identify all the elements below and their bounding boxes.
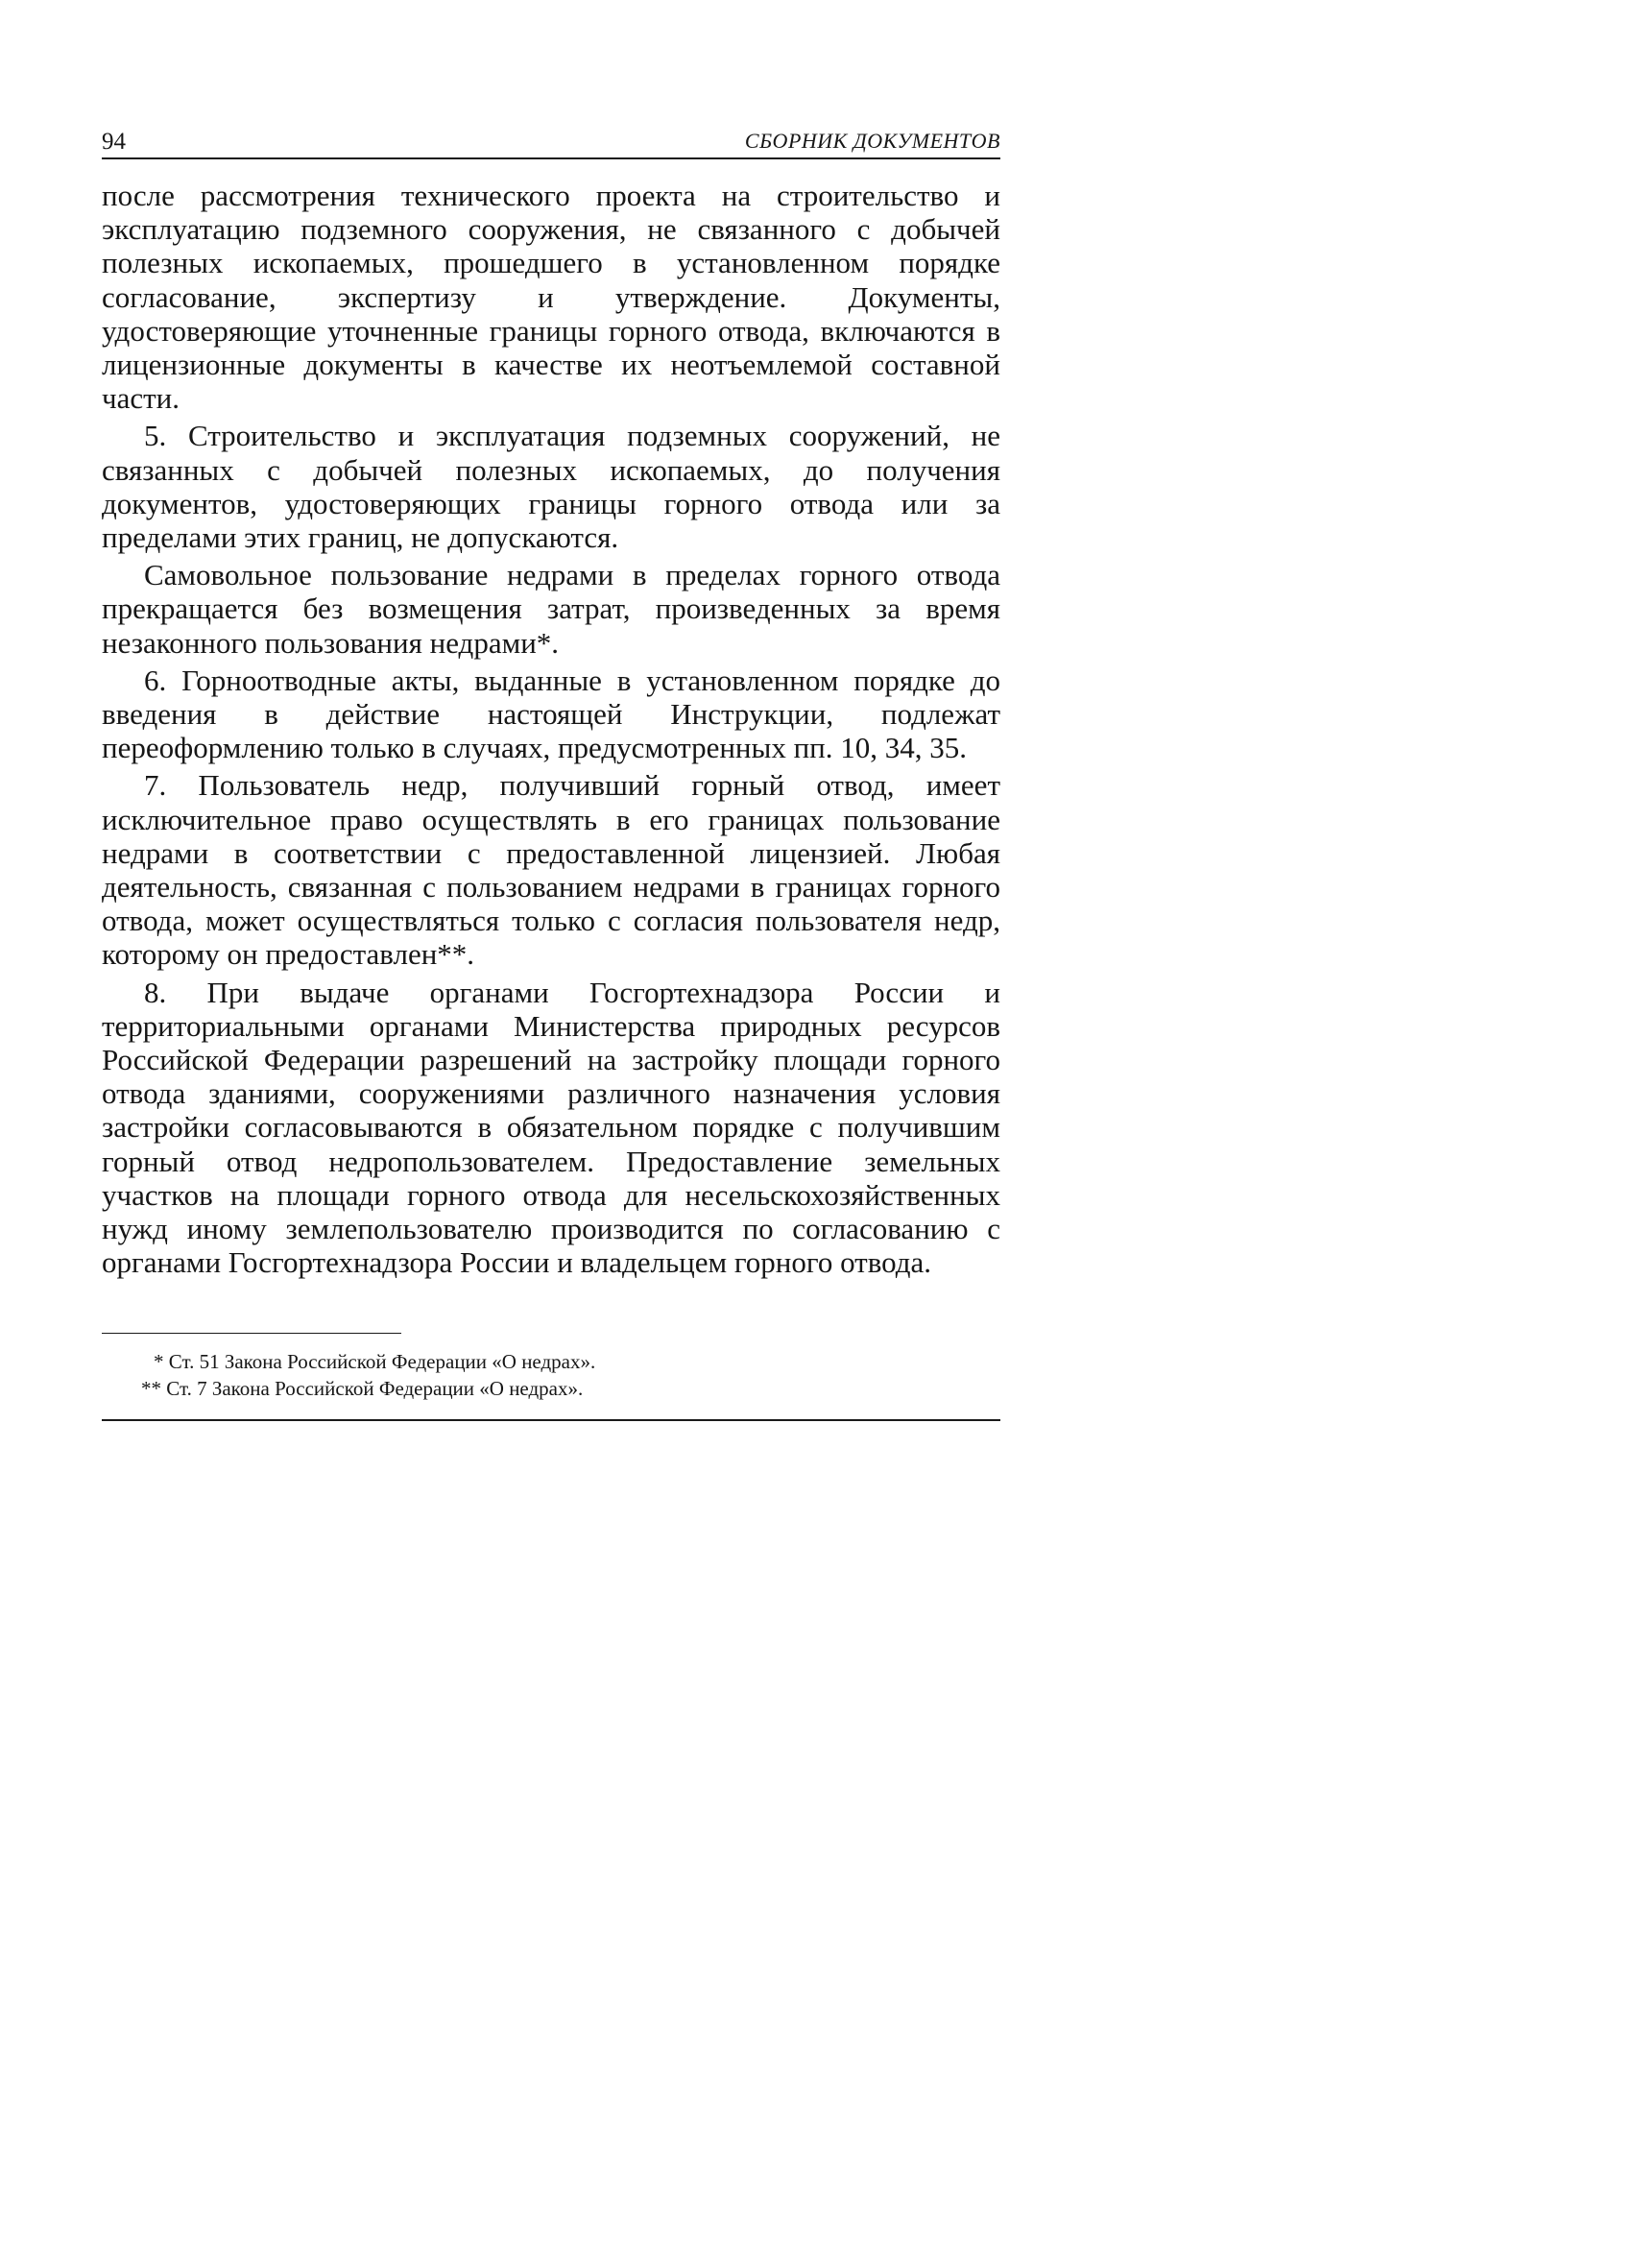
footnote-1: * Ст. 51 Закона Российской Федерации «О недрах». <box>154 1350 596 1373</box>
footnotes <box>102 1348 1000 1402</box>
body-text <box>102 179 1000 1280</box>
running-title: СБОРНИК ДОКУМЕНТОВ <box>744 129 1000 153</box>
paragraph-item-6: 6. Горноотводные акты, выданные в установленном порядке до введения в действие настоящей Инструкции, подлежат переоформлению только в случаях, предусмотренных пп. 10, 34, 35. <box>102 663 1000 765</box>
page-number: 94 <box>102 129 126 155</box>
page-bottom-rule <box>102 1419 1000 1421</box>
footnote-divider <box>102 1333 401 1334</box>
paragraph-item-7: 7. Пользователь недр, получивший горный отвод, имеет исключительное право осуществлять в его границах пользование недрами в соответствии с предоставленной лицензией. Любая деятельность, связанная с пользованием недрами в границах горного отвода, может осуществляться только с согласия пользователя недр, которому он предоставлен**. <box>102 768 1000 972</box>
paragraph-item-8: 8. При выдаче органами Госгортехнадзора России и территориальными органами Министерства природных ресурсов Российской Федерации разрешений на застройку площади горного отвода зданиями, сооружениями различного назначения условия застройки согласовываются в обязательном порядке с получившим горный отвод недропользователем. Предоставление земельных участков на площади горного отвода для несельскохозяйственных нужд иному землепользователю производится по согласованию с органами Госгортехнадзора России и владельцем горного отвода. <box>102 975 1000 1280</box>
page-header <box>102 123 1000 159</box>
footnote-2: ** Ст. 7 Закона Российской Федерации «О недрах». <box>141 1377 584 1400</box>
paragraph-item-5: 5. Строительство и эксплуатация подземных сооружений, не связанных с добычей полезных ископаемых, до получения документов, удостоверяющих границы горного отвода или за пределами этих границ, не допускаются. <box>102 419 1000 555</box>
paragraph-self-use: Самовольное пользование недрами в пределах горного отвода прекращается без возмещения затрат, произведенных за время незаконного пользования недрами*. <box>102 558 1000 660</box>
paragraph-continuation: после рассмотрения технического проекта на строительство и эксплуатацию подземного сооружения, не связанного с добычей полезных ископаемых, прошедшего в установленном порядке согласование, экспертизу и утверждение. Документы, удостоверяющие уточненные границы горного отвода, включаются в лицензионные документы в качестве их неотъемлемой составной части. <box>102 179 1000 416</box>
